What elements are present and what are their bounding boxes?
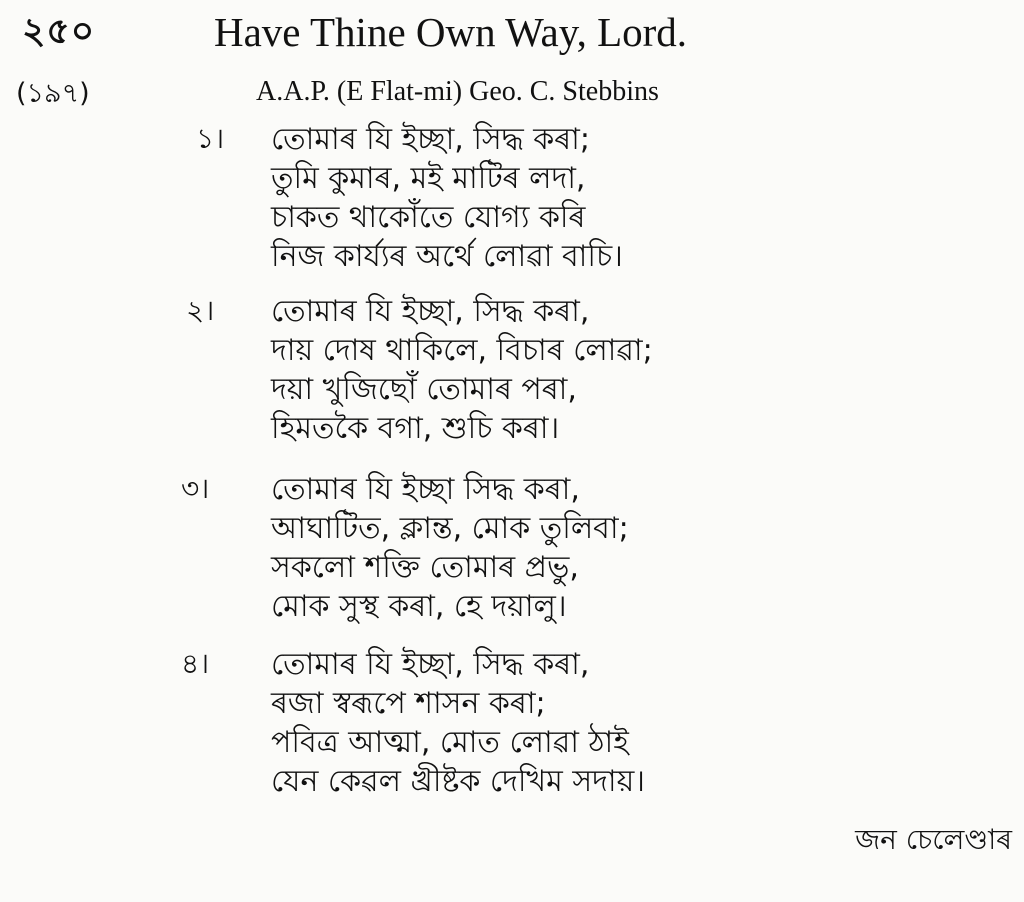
- verse-lines: [271, 645, 645, 801]
- alternate-hymn-number: (১৯৭): [16, 78, 90, 109]
- verse-line: যেন কেৱল খ্ৰীষ্টক দেখিম সদায়।: [271, 764, 645, 799]
- verse-number: ২।: [186, 294, 215, 327]
- verse-line: পবিত্ৰ আত্মা, মোত লোৱা ঠাই: [271, 725, 629, 760]
- hymn-number: ২৫০: [22, 11, 96, 52]
- verse-line: আঘাটিত, ক্লান্ত, মোক তুলিবা;: [271, 511, 629, 546]
- hymn-author: জন চেলেণ্ডাৰ: [855, 823, 1012, 856]
- verse-line: নিজ কাৰ্য্যৰ অৰ্থে লোৱা বাচি।: [271, 239, 623, 274]
- tune-and-composer: A.A.P. (E Flat-mi) Geo. C. Stebbins: [256, 76, 659, 107]
- verse-line: তোমাৰ যি ইচ্ছা সিদ্ধ কৰা,: [271, 472, 580, 507]
- verse-number: ৩।: [181, 472, 210, 505]
- verse-number: ৪।: [181, 647, 210, 680]
- verse-lines: [271, 470, 629, 626]
- verse-line: তোমাৰ যি ইচ্ছা, সিদ্ধ কৰা;: [271, 122, 590, 157]
- verse-line: তুমি কুমাৰ, মই মাটিৰ লদা,: [271, 161, 586, 196]
- verse-lines: [271, 292, 653, 448]
- verse-line: তোমাৰ যি ইচ্ছা, সিদ্ধ কৰা,: [271, 647, 590, 682]
- hymn-title: Have Thine Own Way, Lord.: [214, 9, 688, 55]
- verse-line: সকলো শক্তি তোমাৰ প্ৰভু,: [271, 550, 579, 585]
- verse-line: হিমতকৈ বগা, শুচি কৰা।: [271, 411, 560, 446]
- verse-line: চাকত থাকোঁতে যোগ্য কৰি: [271, 200, 586, 235]
- verse-line: তোমাৰ যি ইচ্ছা, সিদ্ধ কৰা,: [271, 294, 590, 329]
- verse-line: ৰজা স্বৰূপে শাসন কৰা;: [271, 686, 546, 721]
- verse-line: দায় দোষ থাকিলে, বিচাৰ লোৱা;: [271, 333, 653, 368]
- verse-line: মোক সুস্থ কৰা, হে দয়ালু।: [271, 589, 567, 624]
- verse-lines: [271, 120, 623, 276]
- verse-line: দয়া খুজিছোঁ তোমাৰ পৰা,: [271, 372, 577, 407]
- verse-number: ১।: [196, 122, 225, 155]
